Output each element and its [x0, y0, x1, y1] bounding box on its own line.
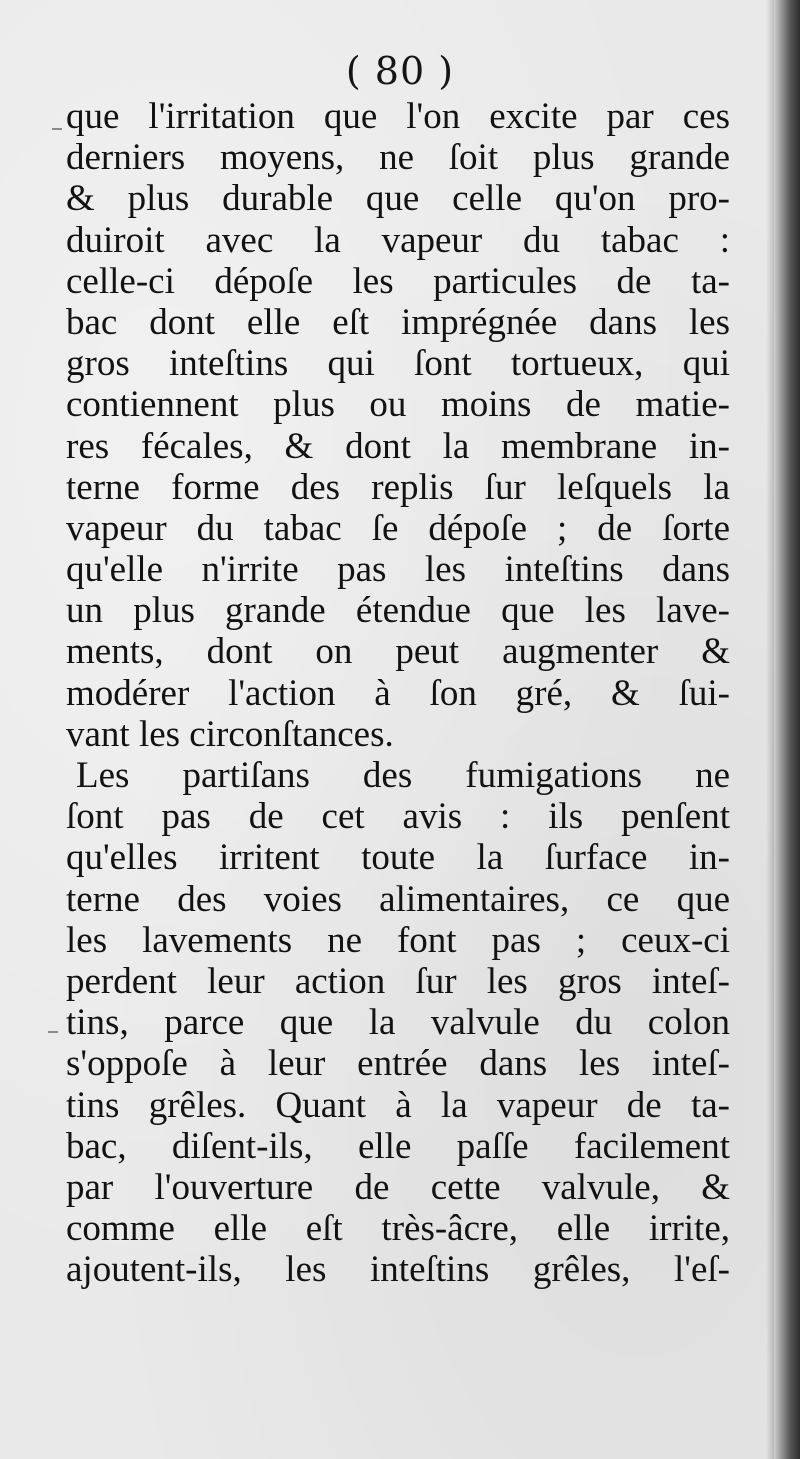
text-line: ments, dont on peut augmenter & — [66, 631, 730, 673]
text-line: les lavements ne font pas ; ceux-ci — [66, 919, 730, 961]
body-text — [66, 96, 730, 1290]
text-line: contiennent plus ou moins de matie- — [66, 384, 730, 426]
text-line: comme elle eſt très-âcre, elle irrite, — [66, 1208, 730, 1250]
text-line: & plus durable que celle qu'on pro- — [66, 178, 730, 220]
text-line: res fécales, & dont la membrane in- — [66, 425, 730, 467]
text-line: par l'ouverture de cette valvule, & — [66, 1166, 730, 1208]
text-line: vant les circonſtances. — [66, 713, 394, 755]
text-line: s'oppoſe à leur entrée dans les inteſ- — [66, 1043, 730, 1085]
text-line: que l'irritation que l'on excite par ces — [66, 96, 730, 137]
text-line: terne des voies alimentaires, ce que — [66, 878, 730, 920]
page-number: ( 80 ) — [345, 49, 455, 93]
margin-mark — [52, 128, 62, 130]
text-line: bac, diſent-ils, elle paſſe facilement — [66, 1125, 730, 1167]
text-line: ajoutent-ils, les inteſtins grêles, l'eſ- — [66, 1249, 730, 1291]
text-line: terne forme des replis ſur leſquels la — [66, 466, 730, 508]
text-line: modérer l'action à ſon gré, & ſui- — [66, 672, 730, 714]
text-line: derniers moyens, ne ſoit plus grande — [66, 137, 730, 179]
text-line: celle-ci dépoſe les particules de ta- — [66, 260, 730, 302]
margin-mark — [48, 1031, 58, 1033]
text-line: perdent leur action ſur les gros inteſ- — [66, 960, 730, 1002]
text-line: qu'elles irritent toute la ſurface in- — [66, 837, 730, 879]
text-line: tins grêles. Quant à la vapeur de ta- — [66, 1084, 730, 1126]
text-line: ſont pas de cet avis : ils penſent — [66, 796, 730, 838]
text-line: gros inteſtins qui ſont tortueux, qui — [66, 343, 730, 385]
text-line: bac dont elle eſt imprégnée dans les — [66, 301, 730, 343]
text-line: un plus grande étendue que les lave- — [66, 590, 730, 632]
page-gutter-shadow — [766, 0, 774, 1459]
text-line: vapeur du tabac ſe dépoſe ; de ſorte — [66, 507, 730, 549]
page-edge — [774, 0, 800, 1459]
text-line: duiroit avec la vapeur du tabac : — [66, 219, 730, 261]
text-line: qu'elle n'irrite pas les inteſtins dans — [66, 549, 730, 591]
text-line: Les partiſans des fumigations ne — [76, 755, 730, 796]
text-line: tins, parce que la valvule du colon — [66, 1002, 730, 1044]
